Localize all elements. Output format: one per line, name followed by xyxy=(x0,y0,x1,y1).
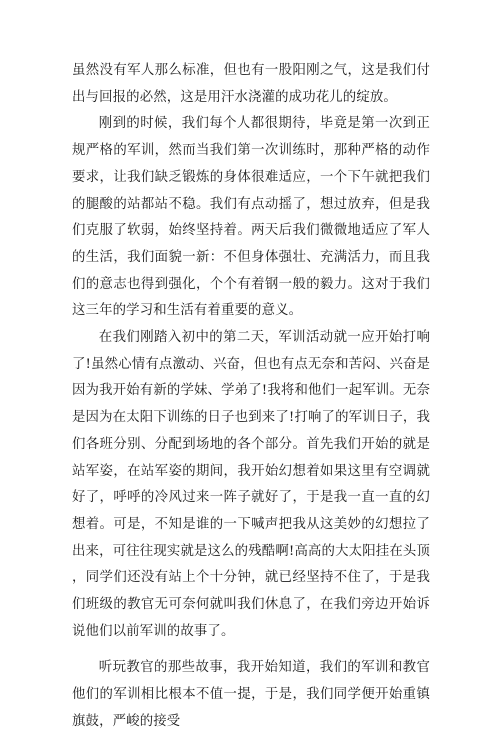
paragraph-1: 虽然没有军人那么标准，但也有一股阳刚之气，这是我们付出与回报的必然，这是用汗水浇灌的成功花儿的绽放。 xyxy=(72,63,430,105)
paragraph-2: 刚到的时候，我们每个人都很期待，毕竟是第一次到正规严格的军训，然而当我们第一次训练时，那种严格的动作要求，让我们缺乏锻炼的身体很难适应，一个下午就把我们的腿酸的站都站不稳。我们有点动摇了，想过放弃，但是我们克服了软弱，始终坚持着。两天后我们微微地适应了军人的生活，我们面貌一新：不但身体强壮、充满活力，而且我们的意志也得到强化，个个有着钢一般的毅力。这对于我们这三年的学习和生活有着重要的意义。 xyxy=(72,116,430,319)
paragraph-4: 听玩教官的那些故事，我开始知道，我们的军训和教官他们的军训相比根本不值一提，于是，我们同学便开始重镇旗鼓，严峻的接受 xyxy=(72,660,430,729)
paragraph-3: 在我们刚踏入初中的第二天，军训活动就一应开始打响了!虽然心情有点激动、兴奋，但也有点无奈和苦闷、兴奋是因为我开始有新的学妹、学弟了!我将和他们一起军训。无奈是因为在太阳下训练的日子也到来了!打响了的军训日子，我们各班分别、分配到场地的各个部分。首先我们开始的就是站军姿，在站军姿的期间，我开始幻想着如果这里有空调就好了，呼呼的冷风过来一阵子就好了，于是我一直一直的幻想着。可是，不知是谁的一下喊声把我从这美妙的幻想拉了出来，可往往现实就是这么的残酷啊!高高的大太阳挂在头顶，同学们还没有站上个十分钟，就已经坚持不住了，于是我们班级的教官无可奈何就叫我们休息了，在我们旁边开始诉说他们以前军训的故事了。 xyxy=(72,330,430,639)
document-body xyxy=(72,58,430,736)
